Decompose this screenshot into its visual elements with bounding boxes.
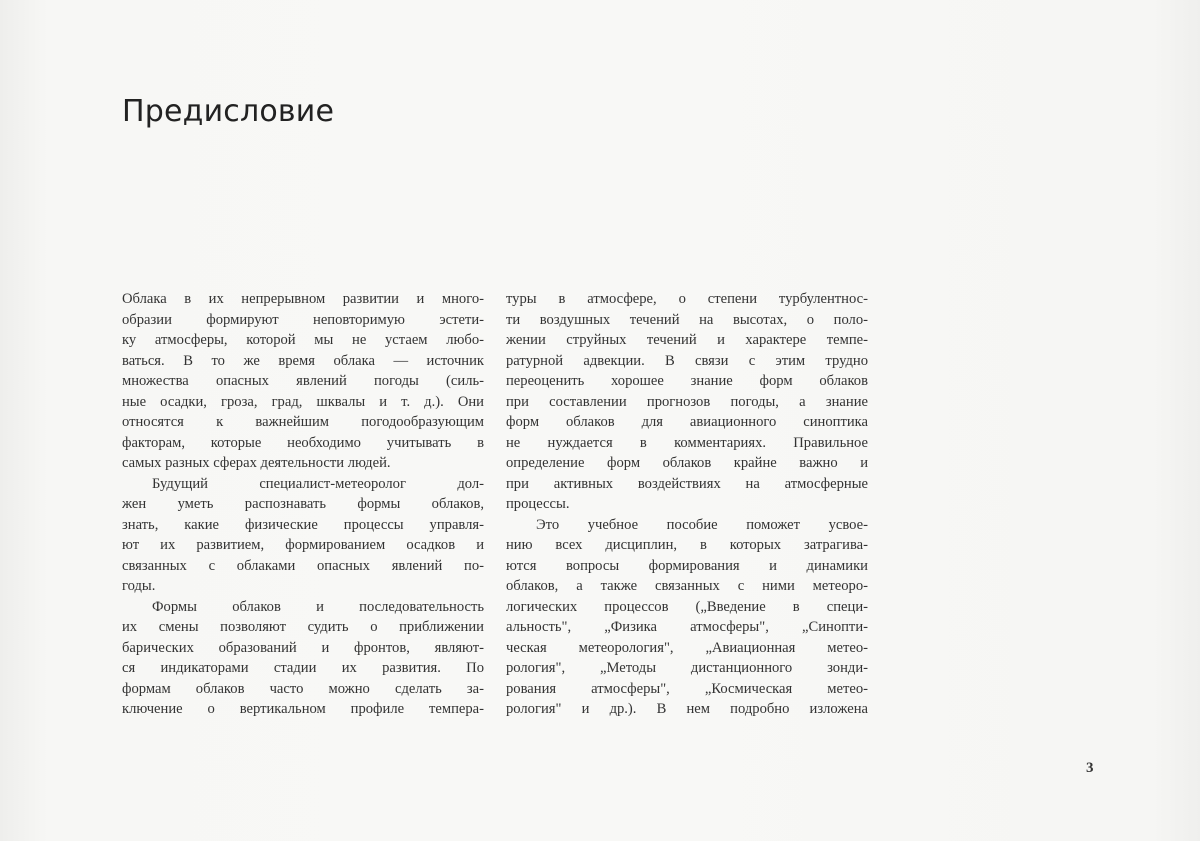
text-line: ные осадки, гроза, град, шквалы и т. д.). Они — [122, 393, 484, 410]
text-line: облаков, а также связанных с ними метеоро- — [506, 578, 868, 594]
text-line: их смены позволяют судить о приближении — [122, 619, 484, 635]
text-line: относятся к важнейшим погодообразующим — [122, 414, 484, 430]
text-line: ку атмосферы, которой мы не устаем любо- — [122, 332, 484, 348]
text-line: ратурной адвекции. В связи с этим трудно — [506, 352, 868, 369]
text-line: самых разных сферах деятельности людей. — [122, 455, 391, 471]
text-line: годы. — [122, 578, 156, 594]
text-line: ти воздушных течений на высотах, о поло- — [506, 311, 868, 328]
page-heading: Предисловие — [122, 94, 335, 129]
text-line: переоценить хорошее знание форм облаков — [506, 373, 868, 389]
text-line: нию всех дисциплин, в которых затрагива- — [506, 537, 868, 553]
text-line: ваться. В то же время облака — источник — [122, 352, 484, 369]
text-line: рования атмосферы", „Космическая метео- — [506, 680, 868, 697]
text-line: Это учебное пособие поможет усвое- — [536, 516, 868, 533]
text-line: знать, какие физические процессы управля- — [122, 516, 484, 533]
right-text-column — [506, 289, 868, 720]
text-line: определение форм облаков крайне важно и — [506, 455, 868, 471]
text-line: формам облаков часто можно сделать за- — [122, 680, 484, 697]
left-text-column — [122, 289, 484, 720]
text-line: ческая метеорология", „Авиационная метео- — [506, 639, 868, 656]
text-line: барических образований и фронтов, являют- — [122, 639, 484, 656]
text-line: ются вопросы формирования и динамики — [506, 557, 868, 574]
text-line: логических процессов („Введение в специ- — [506, 598, 868, 615]
page-number: 3 — [1086, 760, 1094, 776]
text-line: альность", „Физика атмосферы", „Синопти- — [506, 619, 868, 635]
text-line: процессы. — [506, 496, 570, 512]
text-line: факторам, которые необходимо учитывать в — [122, 434, 484, 451]
text-line: не нуждается в комментариях. Правильное — [506, 434, 868, 451]
text-line: при составлении прогнозов погоды, а знание — [506, 393, 868, 410]
text-line: Будущий специалист-метеоролог дол- — [152, 475, 484, 492]
text-line: Облака в их непрерывном развитии и много- — [122, 291, 484, 307]
text-line: множества опасных явлений погоды (силь- — [122, 373, 484, 389]
text-line: рология" и др.). В нем подробно изложена — [506, 701, 868, 717]
text-line: туры в атмосфере, о степени турбулентнос- — [506, 291, 868, 307]
text-line: при активных воздействиях на атмосферные — [506, 475, 868, 492]
text-line: жен уметь распознавать формы облаков, — [122, 496, 484, 512]
text-line: ют их развитием, формированием осадков и — [122, 537, 484, 553]
text-line: образии формируют неповторимую эстети- — [122, 311, 484, 328]
text-line: ся индикаторами стадии их развития. По — [122, 660, 484, 676]
text-line: рология", „Методы дистанционного зонди- — [506, 660, 868, 676]
text-line: Формы облаков и последовательность — [152, 598, 484, 615]
text-line: связанных с облаками опасных явлений по- — [122, 557, 484, 574]
text-line: ключение о вертикальном профиле темпера- — [122, 701, 484, 717]
text-line: форм облаков для авиационного синоптика — [506, 414, 868, 430]
text-line: жении струйных течений и характере темпе- — [506, 332, 868, 348]
